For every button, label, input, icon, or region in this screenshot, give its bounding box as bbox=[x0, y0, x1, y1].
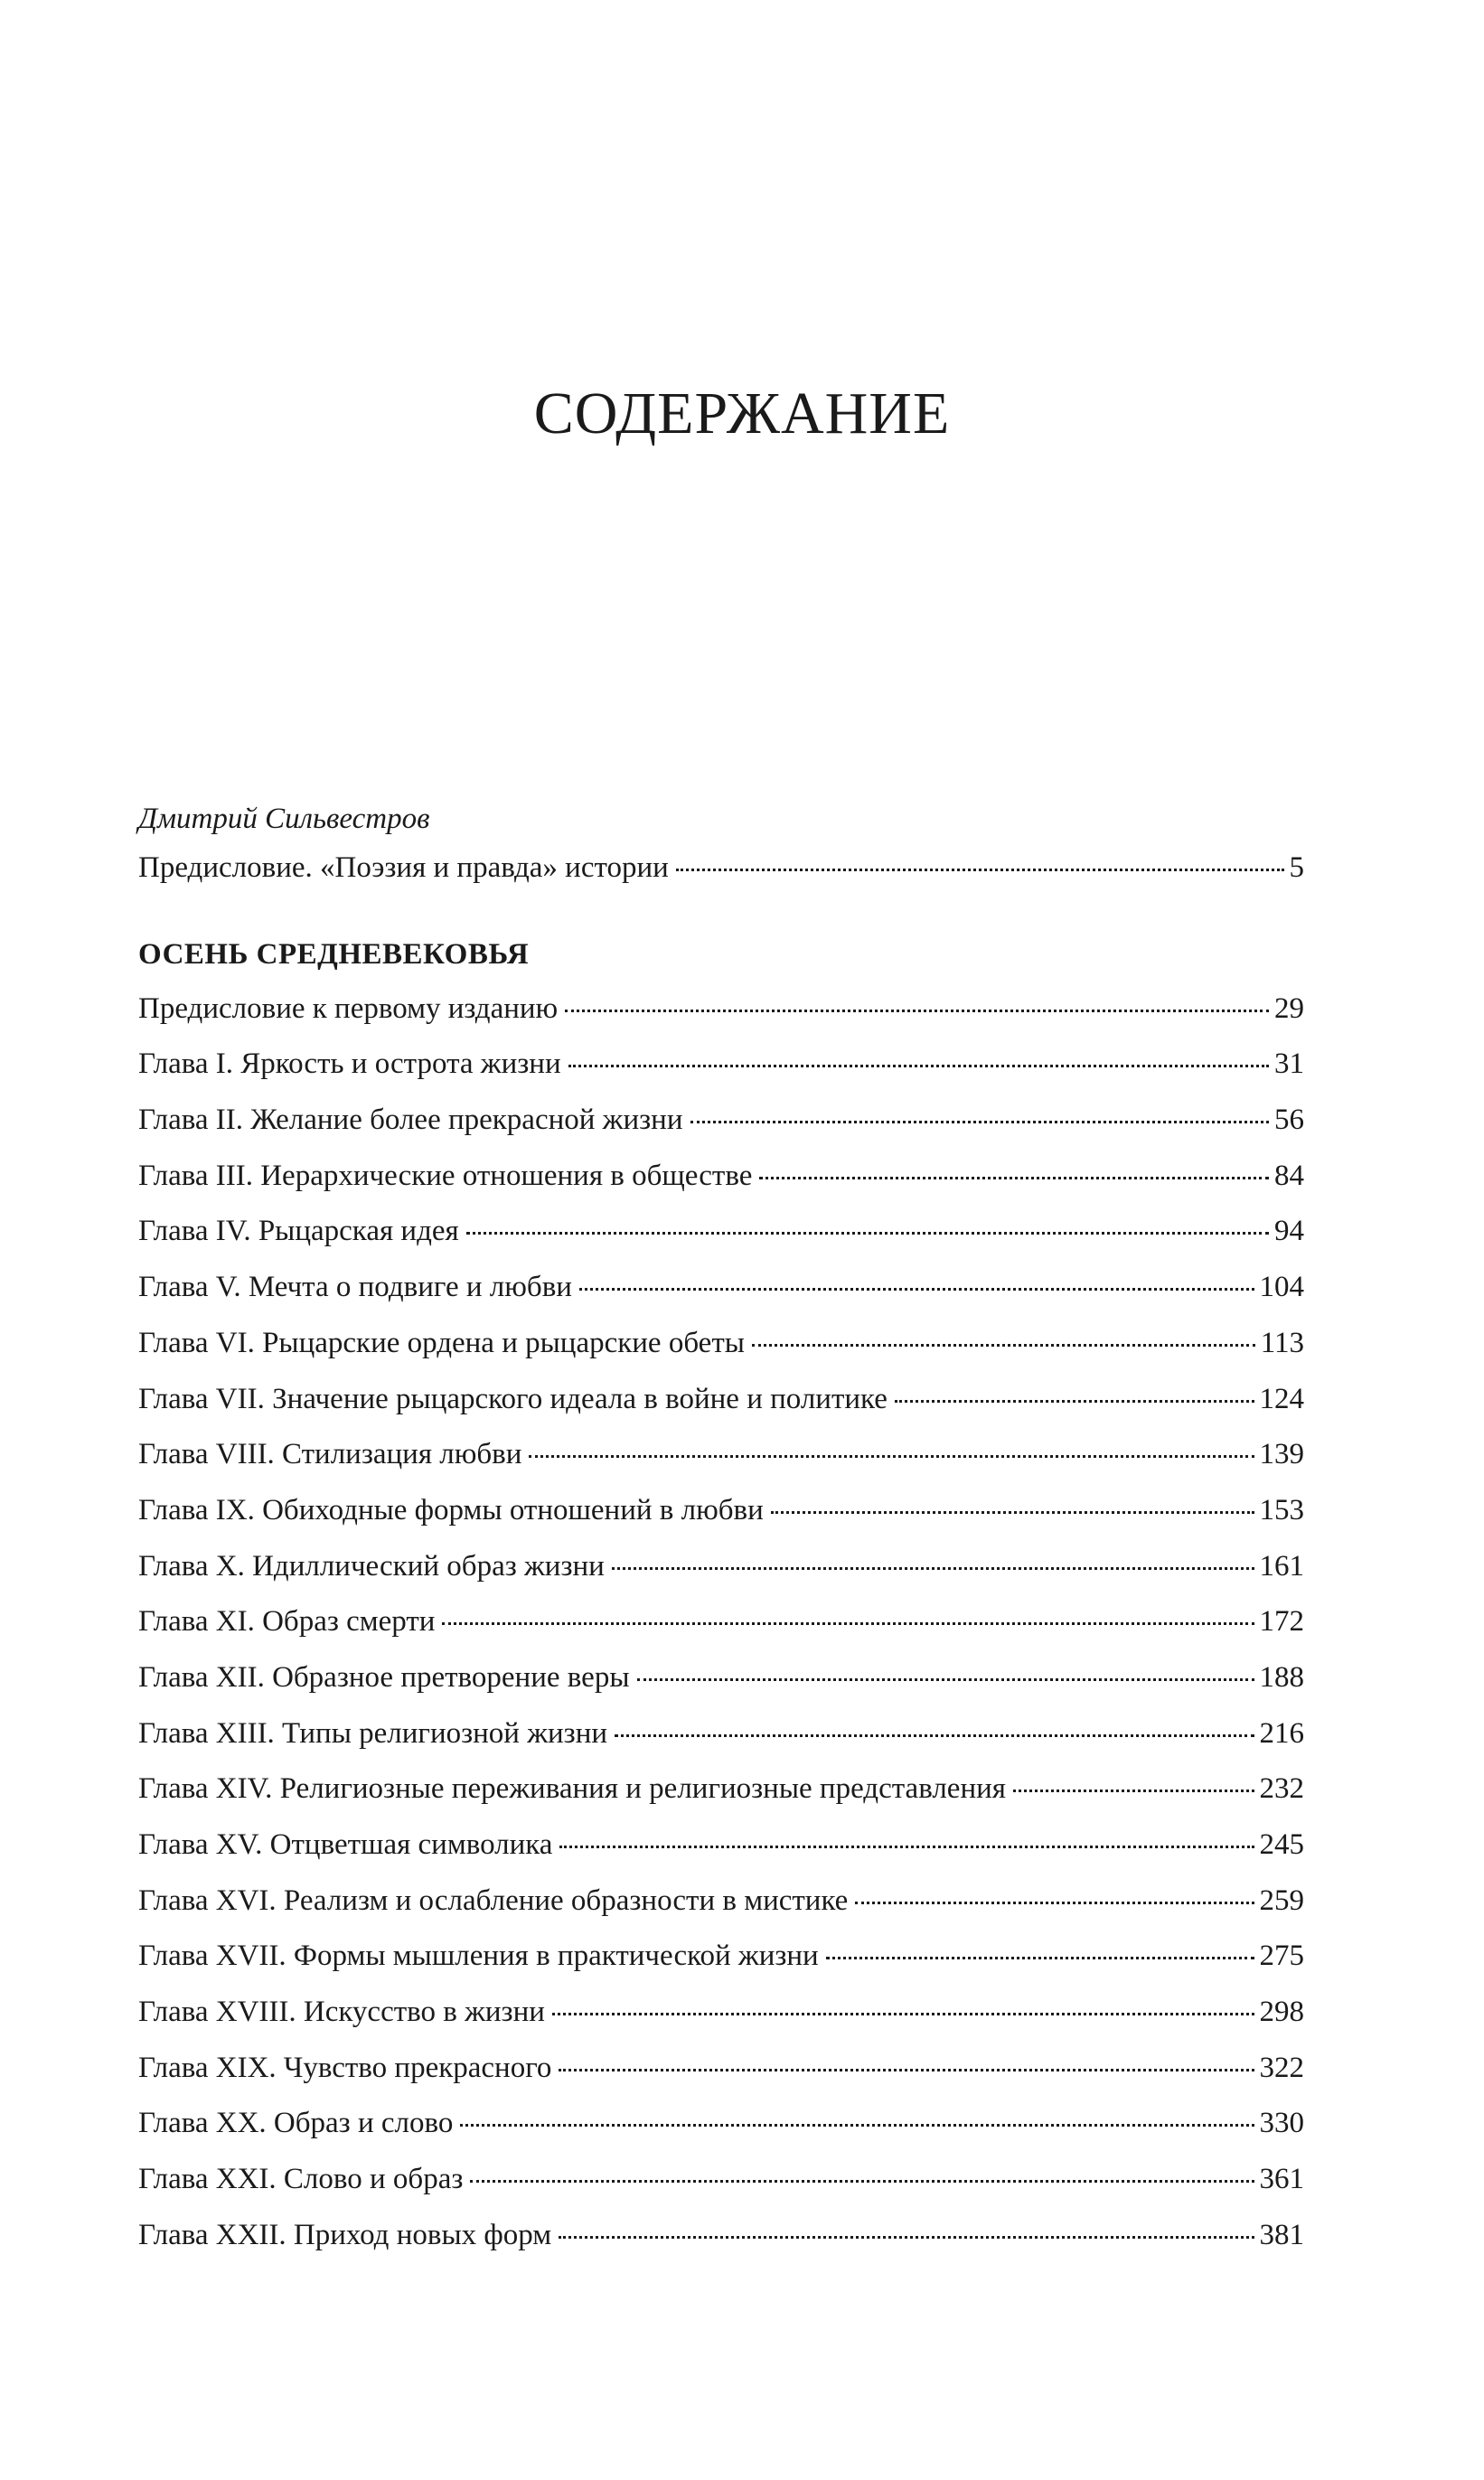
toc-entry[interactable] bbox=[138, 1771, 1304, 1827]
dot-leader bbox=[460, 2124, 1254, 2127]
toc-entry-label: Глава XV. Отцветшая символика bbox=[138, 1828, 553, 1861]
dot-leader bbox=[752, 1344, 1255, 1347]
toc-entry[interactable] bbox=[138, 1603, 1304, 1659]
toc-entry[interactable] bbox=[138, 1938, 1304, 1994]
toc-entry-page: 172 bbox=[1259, 1605, 1304, 1639]
toc-entry-label: Глава XII. Образное претворение веры bbox=[138, 1660, 630, 1694]
toc-entry-label: Глава VII. Значение рыцарского идеала в войне и политике bbox=[138, 1382, 888, 1415]
toc-entry[interactable] bbox=[138, 1158, 1304, 1214]
dot-leader bbox=[559, 2069, 1254, 2071]
toc-entry[interactable] bbox=[138, 991, 1304, 1047]
dot-leader bbox=[676, 869, 1284, 871]
toc-entry-preface[interactable] bbox=[138, 850, 1304, 906]
toc-entry-label: Предисловие к первому изданию bbox=[138, 991, 559, 1025]
dot-leader bbox=[690, 1121, 1270, 1123]
toc-entry-page: 104 bbox=[1259, 1271, 1304, 1304]
toc-entry-label: Глава XVII. Формы мышления в практической жизни bbox=[138, 1940, 819, 1973]
toc-entry-page: 245 bbox=[1259, 1828, 1304, 1861]
toc-entry[interactable] bbox=[138, 1994, 1304, 2050]
toc-entry[interactable] bbox=[138, 1659, 1304, 1715]
dot-leader bbox=[466, 1232, 1269, 1235]
toc-entry-label: Глава I. Яркость и острота жизни bbox=[138, 1047, 561, 1081]
dot-leader bbox=[559, 2236, 1254, 2239]
dot-leader bbox=[759, 1177, 1269, 1179]
dot-leader bbox=[579, 1288, 1254, 1291]
dot-leader bbox=[442, 1622, 1254, 1625]
toc-entry-page: 56 bbox=[1274, 1104, 1304, 1137]
dot-leader bbox=[615, 1734, 1254, 1737]
toc-list bbox=[138, 991, 1304, 2273]
toc-entry-label: Глава V. Мечта о подвиге и любви bbox=[138, 1271, 572, 1304]
dot-leader bbox=[552, 2013, 1254, 2015]
toc-entry[interactable] bbox=[138, 1102, 1304, 1158]
toc-entry[interactable] bbox=[138, 2105, 1304, 2161]
toc-entry-page: 216 bbox=[1259, 1716, 1304, 1750]
toc-entry-page: 361 bbox=[1259, 2163, 1304, 2196]
toc-entry-page: 381 bbox=[1259, 2218, 1304, 2251]
toc-entry-label: Глава XIX. Чувство прекрасного bbox=[138, 2051, 552, 2084]
toc-entry-label: Глава IV. Рыцарская идея bbox=[138, 1215, 459, 1248]
toc-entry-page: 322 bbox=[1259, 2051, 1304, 2084]
toc-entry-page: 5 bbox=[1289, 851, 1304, 884]
toc-entry-label: Глава III. Иерархические отношения в обществе bbox=[138, 1159, 753, 1192]
toc-entry[interactable] bbox=[138, 1827, 1304, 1883]
toc-entry-page: 124 bbox=[1259, 1382, 1304, 1415]
dot-leader bbox=[565, 1010, 1269, 1012]
toc-entry-page: 188 bbox=[1259, 1660, 1304, 1694]
toc-entry-label: Глава XXI. Слово и образ bbox=[138, 2163, 464, 2196]
dot-leader bbox=[771, 1511, 1254, 1514]
toc-entry-page: 113 bbox=[1260, 1326, 1304, 1359]
toc-entry-label: Предисловие. «Поэзия и правда» истории bbox=[138, 851, 669, 884]
toc-entry-label: Глава II. Желание более прекрасной жизни bbox=[138, 1104, 683, 1137]
toc-entry-page: 29 bbox=[1274, 991, 1304, 1025]
dot-leader bbox=[568, 1065, 1269, 1067]
toc-entry[interactable] bbox=[138, 2161, 1304, 2217]
toc-entry-label: Глава XX. Образ и слово bbox=[138, 2107, 454, 2140]
toc-entry-page: 330 bbox=[1259, 2107, 1304, 2140]
dot-leader bbox=[895, 1400, 1254, 1403]
toc-entry-page: 232 bbox=[1259, 1772, 1304, 1806]
toc-entry[interactable] bbox=[138, 1715, 1304, 1771]
toc-entry-label: Глава XVI. Реализм и ослабление образности в мистике bbox=[138, 1883, 849, 1917]
toc-entry-page: 275 bbox=[1259, 1940, 1304, 1973]
toc-entry-label: Глава VI. Рыцарские ордена и рыцарские обеты bbox=[138, 1326, 745, 1359]
toc-entry-page: 139 bbox=[1259, 1438, 1304, 1471]
toc-entry-label: Глава X. Идиллический образ жизни bbox=[138, 1549, 605, 1583]
dot-leader bbox=[826, 1957, 1254, 1959]
toc-entry-label: Глава XIV. Религиозные переживания и религиозные представления bbox=[138, 1772, 1006, 1806]
toc-entry[interactable] bbox=[138, 1883, 1304, 1939]
dot-leader bbox=[559, 1846, 1254, 1848]
toc-entry-page: 298 bbox=[1259, 1996, 1304, 2029]
table-of-contents bbox=[138, 801, 1304, 2273]
toc-entry-label: Глава XVIII. Искусство в жизни bbox=[138, 1996, 545, 2029]
toc-entry-label: Глава XIII. Типы религиозной жизни bbox=[138, 1716, 608, 1750]
dot-leader bbox=[470, 2180, 1254, 2183]
toc-entry[interactable] bbox=[138, 1548, 1304, 1604]
toc-entry-page: 31 bbox=[1274, 1047, 1304, 1081]
toc-entry[interactable] bbox=[138, 2050, 1304, 2106]
toc-entry[interactable] bbox=[138, 2217, 1304, 2273]
toc-entry[interactable] bbox=[138, 1492, 1304, 1548]
dot-leader bbox=[637, 1678, 1254, 1681]
toc-entry-label: Глава XI. Образ смерти bbox=[138, 1605, 436, 1639]
toc-entry-label: Глава VIII. Стилизация любви bbox=[138, 1438, 522, 1471]
toc-entry-page: 161 bbox=[1259, 1549, 1304, 1583]
preface-author: Дмитрий Сильвестров bbox=[138, 803, 430, 835]
dot-leader bbox=[529, 1455, 1254, 1458]
toc-entry[interactable] bbox=[138, 1046, 1304, 1102]
dot-leader bbox=[855, 1902, 1254, 1904]
toc-entry[interactable] bbox=[138, 1325, 1304, 1381]
toc-entry-page: 94 bbox=[1274, 1215, 1304, 1248]
toc-entry-label: Глава IX. Обиходные формы отношений в любви bbox=[138, 1493, 764, 1527]
toc-entry-label: Глава XXII. Приход новых форм bbox=[138, 2218, 552, 2251]
page-title: СОДЕРЖАНИЕ bbox=[533, 380, 951, 446]
toc-entry[interactable] bbox=[138, 1436, 1304, 1492]
dot-leader bbox=[1013, 1790, 1254, 1792]
toc-entry-page: 84 bbox=[1274, 1159, 1304, 1192]
dot-leader bbox=[612, 1567, 1254, 1570]
toc-entry[interactable] bbox=[138, 1213, 1304, 1269]
toc-entry-page: 259 bbox=[1259, 1883, 1304, 1917]
toc-entry-page: 153 bbox=[1259, 1493, 1304, 1527]
toc-entry[interactable] bbox=[138, 1269, 1304, 1325]
section-heading: ОСЕНЬ СРЕДНЕВЕКОВЬЯ bbox=[138, 937, 530, 971]
toc-entry[interactable] bbox=[138, 1381, 1304, 1437]
